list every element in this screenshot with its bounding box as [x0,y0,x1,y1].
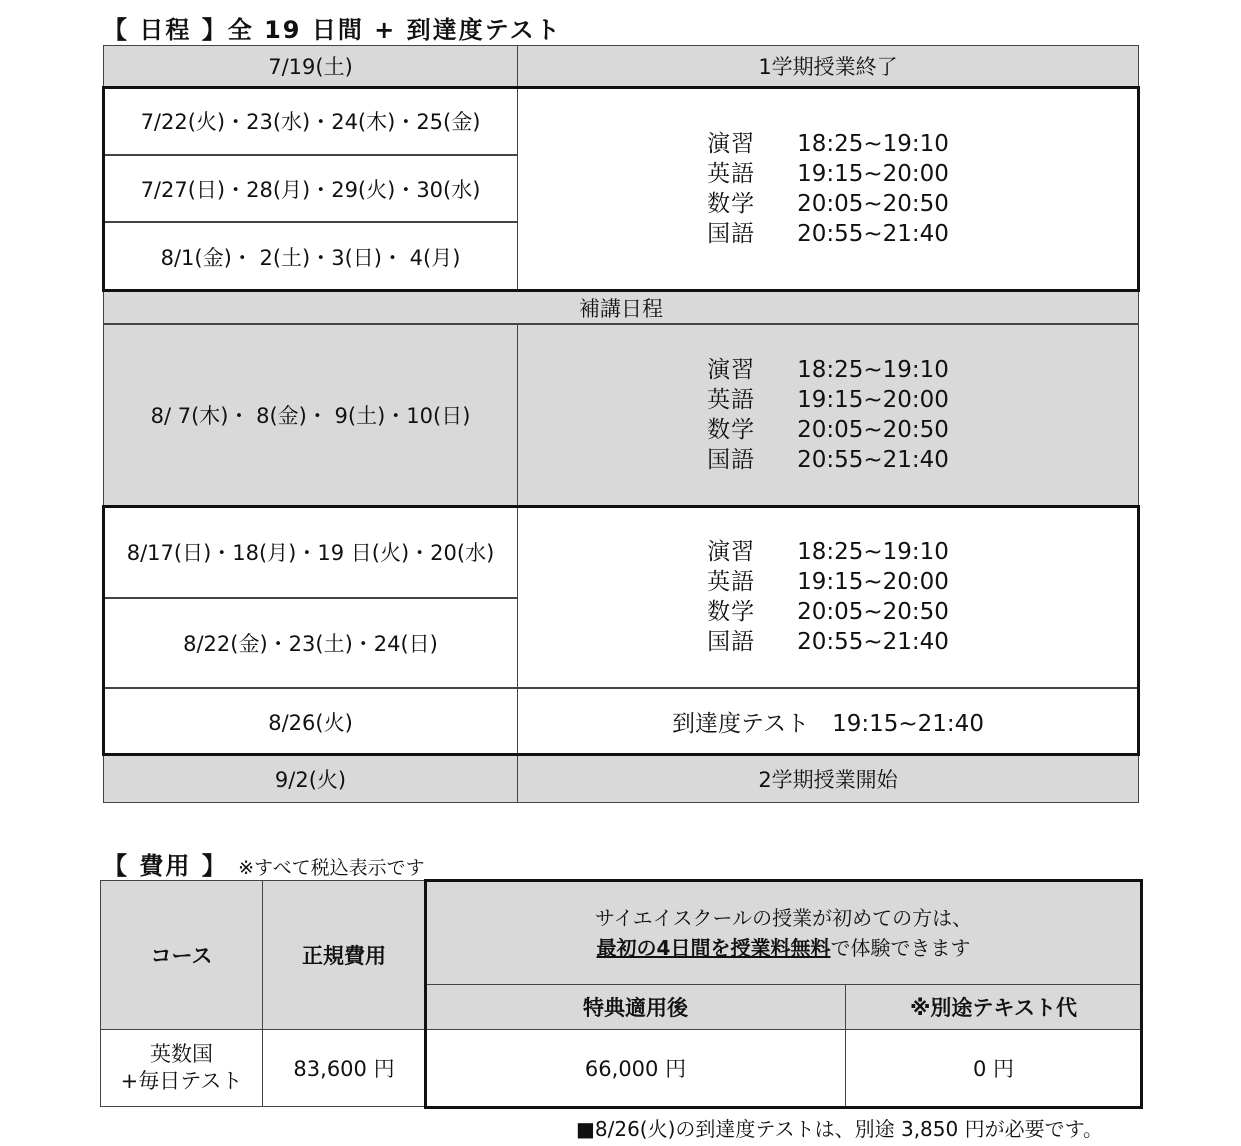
date-text: 8/26(火) [268,710,353,735]
timetable-cell [517,87,1139,291]
date-text: 8/ 7(木)・ 8(金)・ 9(土)・10(日) [150,404,471,428]
schedule-date-cell [103,45,518,87]
time-range: 18:25~19:10 [797,357,949,383]
desc-text: 到達度テスト 19:15~21:40 [672,711,984,737]
subject-label: 英語 [707,569,756,595]
time-range: 20:05~20:50 [797,599,949,625]
text-fee-price: 0 円 [972,1057,1015,1081]
makeup-date-cell [103,324,518,506]
promo-rest: で体験できます [830,935,971,960]
date-text: 9/2(火) [274,768,347,792]
schedule-date-cell [103,222,518,291]
subject-label: 英語 [707,161,756,187]
schedule-heading: 【 日程 】全 19 日間 + 到達度テスト [103,16,562,44]
time-range: 20:55~21:40 [797,629,949,655]
subject-label: 国語 [707,447,756,473]
course-header [100,880,263,1030]
subject-label: 国語 [707,629,756,655]
subject-label: 英語 [707,387,756,413]
time-range: 20:05~20:50 [797,191,949,217]
date-text: 7/22(火)・23(水)・24(木)・25(金) [140,110,481,134]
schedule-date-cell [103,87,518,155]
subject-label: 国語 [707,221,756,247]
timetable-cell [517,506,1139,688]
after-benefit-price-cell [425,1029,846,1107]
timetable-cell [517,324,1139,506]
subject-label: 演習 [707,131,756,157]
desc-text: 1学期授業終了 [758,55,898,79]
fee-footnote: ■8/26(火)の到達度テストは、別途 3,850 円が必要です。 [576,1117,1103,1141]
schedule-date-cell [103,506,518,598]
subject-label: 演習 [707,539,756,565]
course-header-label: コース [150,944,213,968]
regular-price-cell [262,1029,426,1107]
schedule-date-cell [103,755,518,803]
subject-label: 演習 [707,357,756,383]
date-text: 8/22(金)・23(土)・24(日) [183,632,438,656]
course-name-line-2: +毎日テスト [120,1069,243,1093]
subject-label: 数学 [707,599,756,625]
desc-text: 2学期授業開始 [758,768,898,792]
date-text: 8/17(日)・18(月)・19 日(火)・20(水) [126,541,495,565]
after-benefit-price: 66,000 円 [584,1057,687,1081]
promo-header [425,880,1142,985]
after-benefit-header [425,984,846,1030]
schedule-desc-cell [517,755,1139,803]
timetable [707,356,949,474]
regular-fee-header-label: 正規費用 [302,944,386,968]
time-range: 19:15~20:00 [797,387,949,413]
schedule-desc-cell [517,45,1139,87]
time-range: 20:55~21:40 [797,447,949,473]
regular-price: 83,600 円 [293,1057,395,1081]
time-range: 18:25~19:10 [797,131,949,157]
time-range: 20:05~20:50 [797,417,949,443]
timetable [707,538,949,656]
time-range: 19:15~20:00 [797,161,949,187]
test-date-cell [103,688,518,755]
text-fee-header-label: ※別途テキスト代 [910,996,1077,1020]
fee-heading [103,846,425,881]
text-fee-price-cell [845,1029,1142,1107]
fee-heading-title: 【 費用 】 [103,852,228,880]
subject-label: 数学 [707,417,756,443]
promo-line-1: サイエイスクールの授業が初めての方は、 [594,905,973,930]
regular-fee-header [262,880,426,1030]
makeup-label-row [103,291,1139,324]
schedule-date-cell [103,598,518,688]
course-name-line-1: 英数国 [150,1042,213,1066]
course-cell [100,1029,263,1107]
makeup-label: 補講日程 [579,296,663,321]
promo-line-2 [597,933,971,963]
timetable [707,130,949,248]
subject-label: 数学 [707,191,756,217]
date-text: 7/19(土) [268,55,353,79]
promo-emphasis: 最初の4日間を授業料無料 [596,935,831,960]
time-range: 19:15~20:00 [797,569,949,595]
time-range: 18:25~19:10 [797,539,949,565]
after-benefit-header-label: 特典適用後 [583,996,688,1020]
time-range: 20:55~21:40 [797,221,949,247]
fee-heading-note: ※すべて税込表示です [238,857,425,879]
schedule-date-cell [103,155,518,222]
text-fee-header [845,984,1142,1030]
date-text: 7/27(日)・28(月)・29(火)・30(水) [140,177,481,202]
test-desc-cell [517,688,1139,755]
date-text: 8/1(金)・ 2(土)・3(日)・ 4(月) [160,245,461,270]
